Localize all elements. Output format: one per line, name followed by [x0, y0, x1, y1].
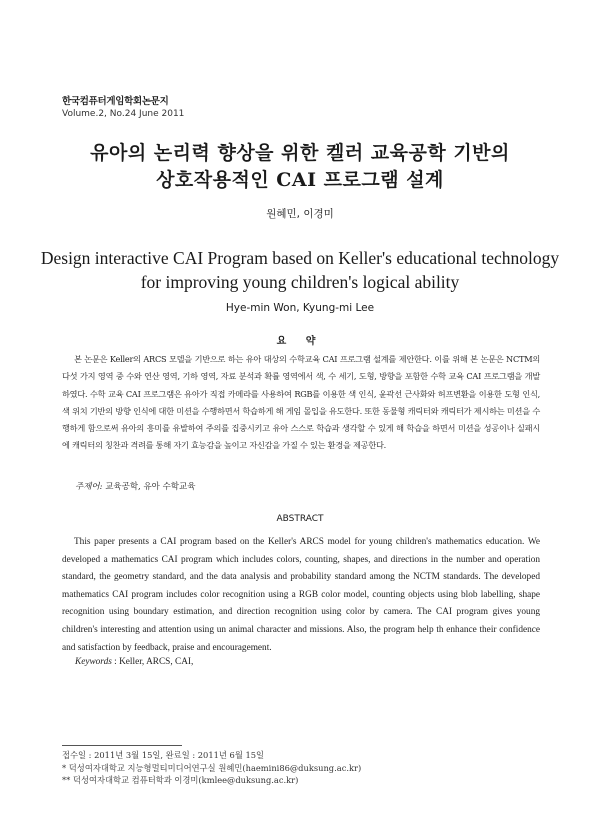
english-title	[0, 246, 600, 294]
english-abstract-body: This paper presents a CAI program based on the Keller's ARCS model for young children's mathematics education. We developed a mathematics CAI program which includes colors, counting, shapes, and directions in the number and operation standard, the geometry standard, and the data analysis and probability standard among the NCTM standards. The developed mathematics CAI program includes color recognition using a RGB color model, counting objects using blob labelling, shape recognition using boundary estimation, and direction recognition using color by camera. The CAI program gives young children's interesting and attention using un animal character and missions. Also, the program help th enhance their confidence and satisfaction by feedback, praise and encouragement.	[62, 537, 540, 653]
korean-authors: 원혜민, 이경미	[266, 208, 334, 220]
korean-keywords-value: 교육공학, 유아 수학교육	[105, 482, 196, 492]
english-keywords-value: : Keller, ARCS, CAI,	[111, 657, 194, 667]
korean-keywords-label: 주제어:	[75, 482, 103, 492]
english-abstract-heading: ABSTRACT	[276, 514, 324, 524]
footnote-author-2: ** 덕성여자대학교 컴퓨터학과 이경미(kmlee@duksung.ac.kr)	[62, 775, 299, 785]
journal-name: 한국컴퓨터게임학회논문지	[62, 96, 169, 107]
korean-title	[0, 140, 600, 194]
english-keywords	[75, 657, 193, 667]
korean-title-line-2: 상호작용적인 CAI 프로그램 설계	[156, 169, 444, 191]
footnote-received-date: 접수일 : 2011년 3월 15일, 완료일 : 2011년 6월 15일	[62, 750, 265, 760]
journal-header	[62, 95, 184, 121]
footnote-author-1: * 덕성여자대학교 지능형멀티미디어연구실 원혜민(haemini86@duksung.ac.kr)	[62, 762, 362, 773]
footnote-divider	[62, 745, 182, 746]
korean-abstract-body: 본 논문은 Keller의 ARCS 모델을 기반으로 하는 유아 대상의 수학교육 CAI 프로그램 설계를 제안한다. 이를 위해 본 논문은 NCTM의 다섯 가지 영역 중 수와 연산 영역, 기하 영역, 자료 분석과 확률 영역에서 색, 수 세기, 도형, 방향을 포함한 수학 교육 CAI 프로그램을 개발하였다. 수학 교육 CAI 프로그램은 유아가 직접 카메라를 사용하여 RGB를 이용한 색 인식, 윤곽선 근사화와 허프변환을 이용한 도형 인식, 색 위치 기반의 방향 인식에 대한 미션을 수행하면서 학습하게 해 게임 몰입을 유도한다. 또한 동물형 캐릭터와 캐릭터가 제시하는 미션을 수행하게 함으로써 유아의 흥미를 유발하여 주의를 집중시키고 유아 스스로 학습과 생각할 수 있게 해 학습을 하면서 미션을 성공이나 실패시에 캐릭터의 칭찬과 격려를 통해 자기 효능감을 높이고 자신감을 가질 수 있는 환경을 제공한다.	[62, 354, 540, 451]
korean-abstract-heading: 요 약	[276, 336, 324, 347]
korean-title-line-1: 유아의 논리력 향상을 위한 켈러 교육공학 기반의	[90, 142, 510, 164]
english-title-line-1: Design interactive CAI Program based on Keller's educational technology	[40, 248, 560, 268]
english-authors: Hye-min Won, Kyung-mi Lee	[225, 302, 375, 314]
english-title-line-2: for improving young children's logical ability	[140, 272, 460, 292]
footnotes	[62, 749, 361, 787]
journal-volume: Volume.2, No.24 June 2011	[62, 109, 185, 119]
korean-keywords	[75, 480, 195, 492]
english-keywords-label: Keywords	[75, 657, 112, 667]
